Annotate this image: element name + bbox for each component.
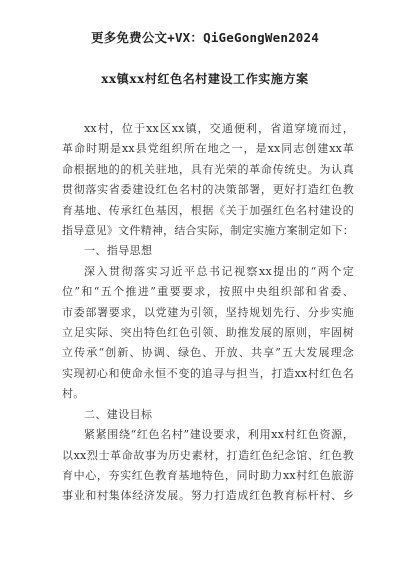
body-line: 实现初心和使命永恒不变的追寻与担当，打造xx村红色名 [62,366,354,380]
body-line: 深入贯彻落实习近平总书记视察xx提出的“两个定 [84,264,354,278]
body-line: 村。 [62,387,85,401]
section-heading: 一、指导思想 [84,244,153,258]
body-line: 位”和“五个推进”重要要求，按照中央组织部和省委、 [62,285,354,299]
document-title: xx镇xx村红色名村建设工作实施方案 [101,72,309,86]
body-line: 立传承“创新、协调、绿色、开放、共享”五大发展理念 [62,346,354,360]
body-line: 指导意见》文件精神，结合实际，制定实施方案制定如下： [62,224,354,238]
page-header: 更多免费公文+VX：QiGeGongWen2024 [91,30,319,45]
document-body [62,119,354,507]
body-line: 命根据地的的机关驻地，具有光荣的革命传统史。为认真 [62,162,354,176]
body-line: 贯彻落实省委建设红色名村的决策部署，更好打造红色教 [62,183,354,197]
body-line: 以xx烈士革命故事为历史素材，打造红色纪念馆、红色教 [62,448,354,462]
body-line: 育中心，夯实红色教育基地特色，同时助力xx村红色旅游 [62,468,354,482]
body-line: 育基地、传承红色基因，根据《关于加强红色名村建设的 [62,203,354,217]
body-line: 市委部署要求，以党建为引领，坚持规划先行、分步实施 [62,305,354,319]
body-line: 事业和村集体经济发展。努力打造成红色教育标杆村、乡 [62,489,354,503]
body-line: 紧紧围绕“红色名村”建设要求，利用xx村红色资源， [84,428,354,442]
section-heading: 二、建设目标 [84,407,153,421]
body-line: 革命时期是xx县党组织所在地之一，是xx同志创建xx革 [62,142,354,156]
body-line: 立足实际、突出特色红色引领、助推发展的原则，牢固树 [62,326,354,340]
body-line: xx村，位于xx区xx镇，交通便利，省道穿境而过， [84,122,354,135]
